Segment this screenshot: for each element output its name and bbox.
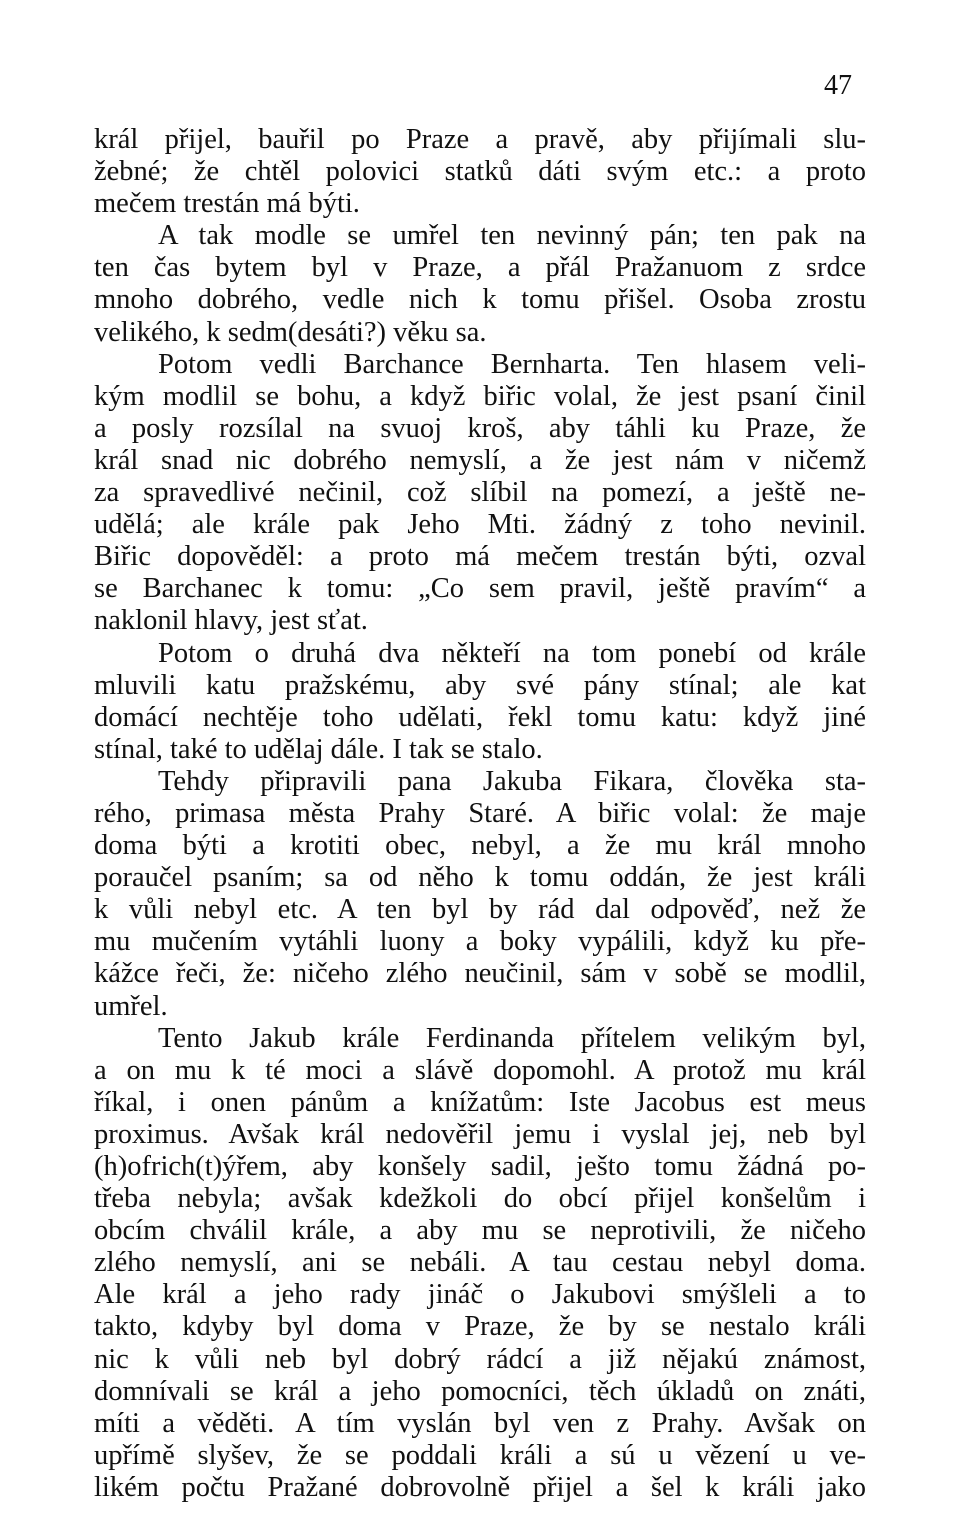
text-line: Tehdy připravili pana Jakuba Fikara, člověka sta-: [158, 765, 866, 797]
text-line: takto, kdyby byl doma v Praze, že by se nestalo králi: [94, 1311, 866, 1343]
text-line: třeba nebyla; avšak kdežkoli do obcí přijel konšelům i: [94, 1183, 866, 1215]
text-line: proximus. Avšak král nedověřil jemu i vyslal jej, neb byl: [94, 1118, 866, 1150]
text-line: udělá; ale krále pak Jeho Mti. žádný z toho nevinil.: [94, 509, 866, 541]
text-line: kým modlil se bohu, a když biřic volal, že jest psaní činil: [94, 380, 866, 412]
text-line: míti a věděti. A tím vyslán byl ven z Prahy. Avšak on: [94, 1407, 866, 1439]
text-line: domácí nechtěje toho udělati, řekl tomu katu: když jiné: [94, 701, 866, 733]
text-line: Potom vedli Barchance Bernharta. Ten hlasem veli-: [158, 348, 866, 380]
page-number: 47: [824, 70, 852, 101]
text-line: mečem trestán má býti.: [94, 188, 360, 220]
text-line: domnívali se král a jeho pomocníci, těch úkladů on znáti,: [94, 1375, 866, 1407]
text-line: k vůli nebyl etc. A ten byl by rád dal odpověď, než že: [94, 894, 866, 926]
text-line: velikého, k sedm(desáti?) věku sa.: [94, 316, 487, 348]
text-line: upřímě slyšev, že se poddali králi a sú u vězení u ve-: [94, 1439, 866, 1471]
text-line: král přijel, bauřil po Praze a pravě, aby přijímali slu-: [94, 124, 866, 155]
text-line: Biřic dopověděl: a proto má mečem trestán býti, ozval: [94, 541, 866, 573]
text-line: likém počtu Pražané dobrovolně přijel a šel k králi jako: [94, 1471, 866, 1503]
text-line: kážce řeči, že: ničeho zlého neučinil, sám v sobě se modlil,: [94, 958, 866, 990]
text-line: naklonil hlavy, jest sťat.: [94, 605, 368, 637]
text-line: poraučel psaním; sa od něho k tomu oddán, že jest králi: [94, 862, 866, 894]
text-line: obcím chválil krále, a aby mu se neprotivili, že ničeho: [94, 1215, 866, 1247]
text-line: A tak modle se umřel ten nevinný pán; ten pak na: [158, 220, 866, 252]
text-line: umřel.: [94, 990, 168, 1022]
text-line: za spravedlivé nečinil, což slíbil na pomezí, a ještě ne-: [94, 477, 866, 509]
text-line: Potom o druhá dva někteří na tom ponebí od krále: [158, 637, 866, 669]
text-line: ten čas bytem byl v Praze, a přál Pražanuom z srdce: [94, 252, 866, 284]
text-line: nic k vůli neb byl dobrý rádcí a již nějakú známost,: [94, 1343, 866, 1375]
text-line: a posly rozsílal na svuoj kroš, aby táhli ku Praze, že: [94, 412, 866, 444]
text-line: říkal, i onen pánům a knížatům: Iste Jacobus est meus: [94, 1086, 866, 1118]
text-line: se Barchanec k tomu: „Co sem pravil, ještě pravím“ a: [94, 573, 866, 605]
text-line: (h)ofrich(t)ýřem, aby konšely sadil, ješto tomu žádná po-: [94, 1151, 866, 1182]
text-line: rého, primasa města Prahy Staré. A biřic volal: že maje: [94, 797, 866, 829]
text-line: stínal, také to udělaj dále. I tak se stalo.: [94, 733, 543, 765]
text-line: Tento Jakub krále Ferdinanda přítelem velikým byl,: [158, 1022, 866, 1054]
text-line: zlého nemyslí, ani se nebáli. A tau cestau nebyl doma.: [94, 1247, 866, 1279]
body-text: [94, 124, 866, 1504]
text-line: žebné; že chtěl polovici statků dáti svým etc.: a proto: [94, 156, 866, 188]
text-line: mnoho dobrého, vedle nich k tomu přišel. Osoba zrostu: [94, 284, 866, 316]
text-line: a on mu k té moci a slávě dopomohl. A protož mu král: [94, 1054, 866, 1086]
text-line: Ale král a jeho rady jináč o Jakubovi smýšleli a to: [94, 1279, 866, 1311]
text-line: mu mučením vytáhli luony a boky vypálili, když ku pře-: [94, 926, 866, 958]
text-line: mluvili katu pražskému, aby své pány stínal; ale kat: [94, 669, 866, 701]
text-line: doma býti a krotiti obec, nebyl, a že mu král mnoho: [94, 830, 866, 862]
text-line: král snad nic dobrého nemyslí, a že jest nám v ničemž: [94, 444, 866, 476]
